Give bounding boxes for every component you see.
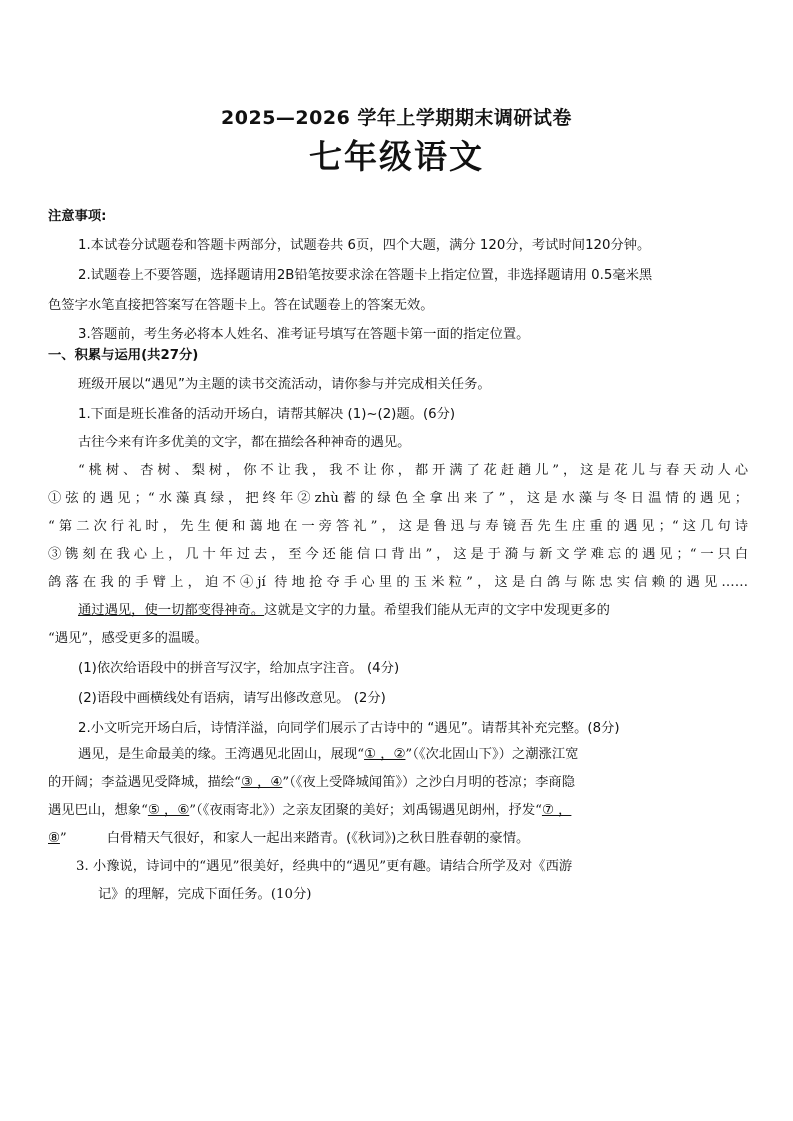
passage-line-5: ③镌刻在我心上，几十年过去，至今还能信口背出”，这是于漪与新文学难忘的遇见；“一只白: [48, 547, 748, 562]
question-3-line-1: 3. 小豫说，诗词中的“遇见”很美好，经典中的“遇见”更有趣。请结合所学及对《西游: [76, 859, 573, 874]
blank-1-2[interactable]: ① ，②: [364, 747, 406, 762]
exam-title: 2025—2026 学年上学期期末调研试卷: [221, 107, 572, 129]
passage-line-4: “第二次行礼时，先生便和蔼地在一旁答礼”，这是鲁迅与寿镜吾先生庄重的遇见；“这几句诗: [48, 519, 748, 534]
poem-line-4-text: 白骨精天气很好，和家人一起出来踏青。(《秋词》)之秋日胜春朝的豪情。: [106, 831, 530, 846]
notice-item-1: 1.本试卷分试题卷和答题卡两部分，试题卷共 6页，四个大题，满分 120分，考试时间120分钟。: [78, 238, 651, 253]
passage-line-6: 鸽落在我的手臂上，迫不④jí 待地抢夺手心里的玉米粒”，这是白鸽与陈忠实信赖的遇见……: [48, 575, 748, 590]
poem-line-1: [78, 745, 778, 765]
poem-line-4-quote: ”: [59, 831, 67, 846]
poem-line-3-source: ”（《夜雨寄北》）之亲友团聚的美好；刘禹锡遇见朗州，抒发“: [189, 803, 542, 818]
underlined-sentence: 通过遇见，使一切都变得神奇。: [78, 603, 265, 618]
question-1-stem: 1.下面是班长准备的活动开场白，请帮其解决 (1)~(2)题。(6分): [78, 407, 456, 422]
poem-line-1-text: 遇见，是生命最美的缘。王湾遇见北固山，展现“: [78, 747, 365, 762]
blank-8[interactable]: ⑧: [48, 831, 60, 846]
passage-line-3: ①弦的遇见；“水藻真绿，把终年②zhù蓄的绿色全拿出来了”，这是水藻与冬日温情的遇见；: [48, 491, 748, 506]
blank-5-6[interactable]: ⑤ ，⑥: [147, 803, 190, 818]
passage-line-2: “桃树、杏树、梨树，你不让我，我不让你，都开满了花赶趟儿”，这是花儿与春天动人心: [78, 463, 748, 478]
passage-line-1: 古往今来有许多优美的文字，都在描绘各种神奇的遇见。: [78, 435, 411, 450]
poem-line-2: [48, 773, 748, 793]
poem-line-3-text: 遇见巴山，想象“: [48, 803, 148, 818]
sub-question-2: (2)语段中画横线处有语病，请写出修改意见。 (2分): [78, 691, 386, 706]
poem-line-3: [48, 801, 748, 821]
poem-line-1-source: ”（《次北固山下》）之潮涨江宽: [405, 747, 579, 762]
passage-line-8: “遇见”，感受更多的温暖。: [48, 631, 208, 646]
section-intro: 班级开展以“遇见”为主题的读书交流活动，请你参与并完成相关任务。: [78, 377, 491, 392]
poem-line-4: [48, 829, 748, 849]
notice-item-3: 3.答题前，考生务必将本人姓名、准考证号填写在答题卡第一面的指定位置。: [78, 327, 530, 342]
notice-item-2: 2.试题卷上不要答题，选择题请用2B铅笔按要求涂在答题卡上指定位置，非选择题请用 0.5毫米黑: [78, 268, 653, 283]
section-heading: 一、积累与运用(共27分): [48, 348, 199, 363]
blank-3-4[interactable]: ③ ，④: [240, 775, 283, 790]
notice-item-2-cont: 色签字水笔直接把答案写在答题卡上。答在试题卷上的答案无效。: [48, 298, 434, 313]
passage-line-7-rest: 这就是文字的力量。希望我们能从无声的文字中发现更多的: [264, 603, 610, 618]
subject-title: 七年级语文: [309, 137, 484, 176]
notice-heading: 注意事项:: [48, 209, 107, 224]
poem-line-2-source: ”（《夜上受降城闻笛》）之沙白月明的苍凉；李商隐: [282, 775, 576, 790]
poem-line-2-text: 的开阔；李益遇见受降城，描绘“: [48, 775, 241, 790]
blank-7[interactable]: ⑦ ，: [541, 803, 572, 818]
question-2-stem: 2.小文听完开场白后，诗情洋溢，向同学们展示了古诗中的 “遇见”。请帮其补充完整。(8分): [78, 721, 620, 736]
sub-question-1: (1)依次给语段中的拼音写汉字，给加点字注音。 (4分): [78, 661, 400, 676]
question-3-line-2: 记》的理解，完成下面任务。(10分): [98, 887, 312, 902]
passage-line-7: [78, 601, 778, 621]
